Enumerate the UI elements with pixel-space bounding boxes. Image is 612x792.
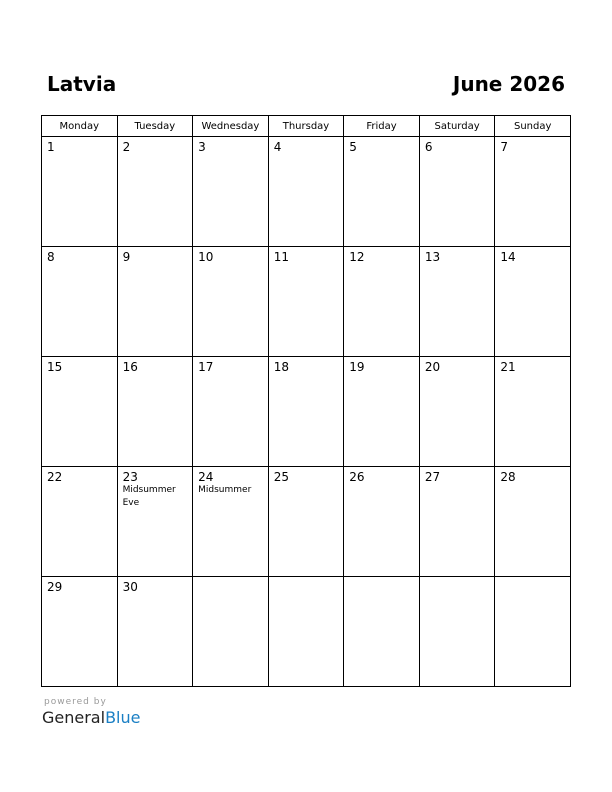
day-cell — [42, 357, 118, 467]
day-number: 18 — [273, 360, 289, 374]
day-number: 28 — [500, 470, 516, 484]
day-number: 10 — [198, 250, 214, 264]
brand-logo[interactable] — [42, 708, 140, 728]
day-cell — [495, 247, 571, 357]
day-number: 12 — [349, 250, 365, 264]
day-number: 5 — [349, 140, 357, 154]
day-number: 17 — [198, 360, 214, 374]
day-cell — [344, 467, 420, 577]
day-cell — [419, 137, 495, 247]
month-title: June 2026 — [452, 72, 565, 96]
week-row — [42, 247, 571, 357]
day-cell — [495, 137, 571, 247]
day-number: 2 — [122, 140, 131, 154]
day-number: 4 — [273, 140, 282, 154]
day-number: 11 — [273, 250, 289, 264]
day-cell — [344, 247, 420, 357]
week-row — [42, 137, 571, 247]
day-number: 15 — [47, 360, 63, 374]
day-cell-empty — [495, 577, 571, 687]
day-cell — [419, 247, 495, 357]
day-number: 27 — [424, 470, 441, 484]
day-cell — [193, 137, 269, 247]
day-cell — [117, 137, 193, 247]
day-number: 24 — [198, 470, 214, 484]
day-number: 7 — [500, 140, 509, 154]
day-cell — [268, 247, 344, 357]
day-number: 22 — [47, 470, 63, 484]
week-row — [42, 357, 571, 467]
day-number: 9 — [122, 250, 131, 264]
day-number: 14 — [500, 250, 516, 264]
weekday-header: Wednesday — [193, 116, 269, 137]
day-cell — [495, 467, 571, 577]
day-cell — [193, 357, 269, 467]
weekday-header: Saturday — [419, 116, 495, 137]
day-number: 3 — [198, 140, 206, 154]
week-row — [42, 467, 571, 577]
day-cell — [42, 577, 118, 687]
day-cell-empty — [268, 577, 344, 687]
day-number: 29 — [47, 580, 63, 594]
week-row — [42, 577, 571, 687]
weekday-header: Friday — [344, 116, 420, 137]
day-number: 23 — [122, 470, 138, 484]
day-cell — [42, 137, 118, 247]
footer-branding — [42, 697, 140, 728]
day-number: 25 — [273, 470, 289, 484]
weekday-header: Monday — [42, 116, 118, 137]
day-cell — [193, 247, 269, 357]
day-number: 13 — [424, 250, 441, 264]
powered-by-text: powered by — [44, 697, 107, 707]
day-cell — [117, 577, 193, 687]
day-cell — [344, 137, 420, 247]
weekday-header: Thursday — [268, 116, 344, 137]
day-number: 26 — [349, 470, 365, 484]
day-cell — [268, 357, 344, 467]
day-number: 19 — [349, 360, 365, 374]
day-number: 6 — [424, 140, 433, 154]
holiday-label: Midsummer — [198, 485, 252, 495]
day-cell — [193, 467, 269, 577]
day-cell — [42, 467, 118, 577]
brand-blue: Blue — [105, 708, 141, 727]
calendar-grid — [41, 115, 571, 687]
day-number: 20 — [424, 360, 441, 374]
day-number: 8 — [47, 250, 55, 264]
day-number: 21 — [500, 360, 516, 374]
day-cell — [268, 137, 344, 247]
day-cell — [268, 467, 344, 577]
day-cell — [344, 357, 420, 467]
holiday-label: Midsummer Eve — [122, 485, 176, 508]
day-number: 30 — [122, 580, 138, 594]
weekday-header: Tuesday — [117, 116, 193, 137]
day-cell — [117, 467, 193, 577]
day-cell — [419, 357, 495, 467]
day-number: 1 — [47, 140, 55, 154]
day-cell — [117, 247, 193, 357]
brand-general: General — [42, 708, 106, 727]
weekday-header-row — [42, 116, 571, 137]
day-cell — [42, 247, 118, 357]
day-number: 16 — [122, 360, 138, 374]
weekday-header: Sunday — [495, 116, 571, 137]
day-cell-empty — [419, 577, 495, 687]
country-title: Latvia — [47, 72, 117, 96]
day-cell-empty — [193, 577, 269, 687]
day-cell — [495, 357, 571, 467]
day-cell — [117, 357, 193, 467]
day-cell-empty — [344, 577, 420, 687]
day-cell — [419, 467, 495, 577]
